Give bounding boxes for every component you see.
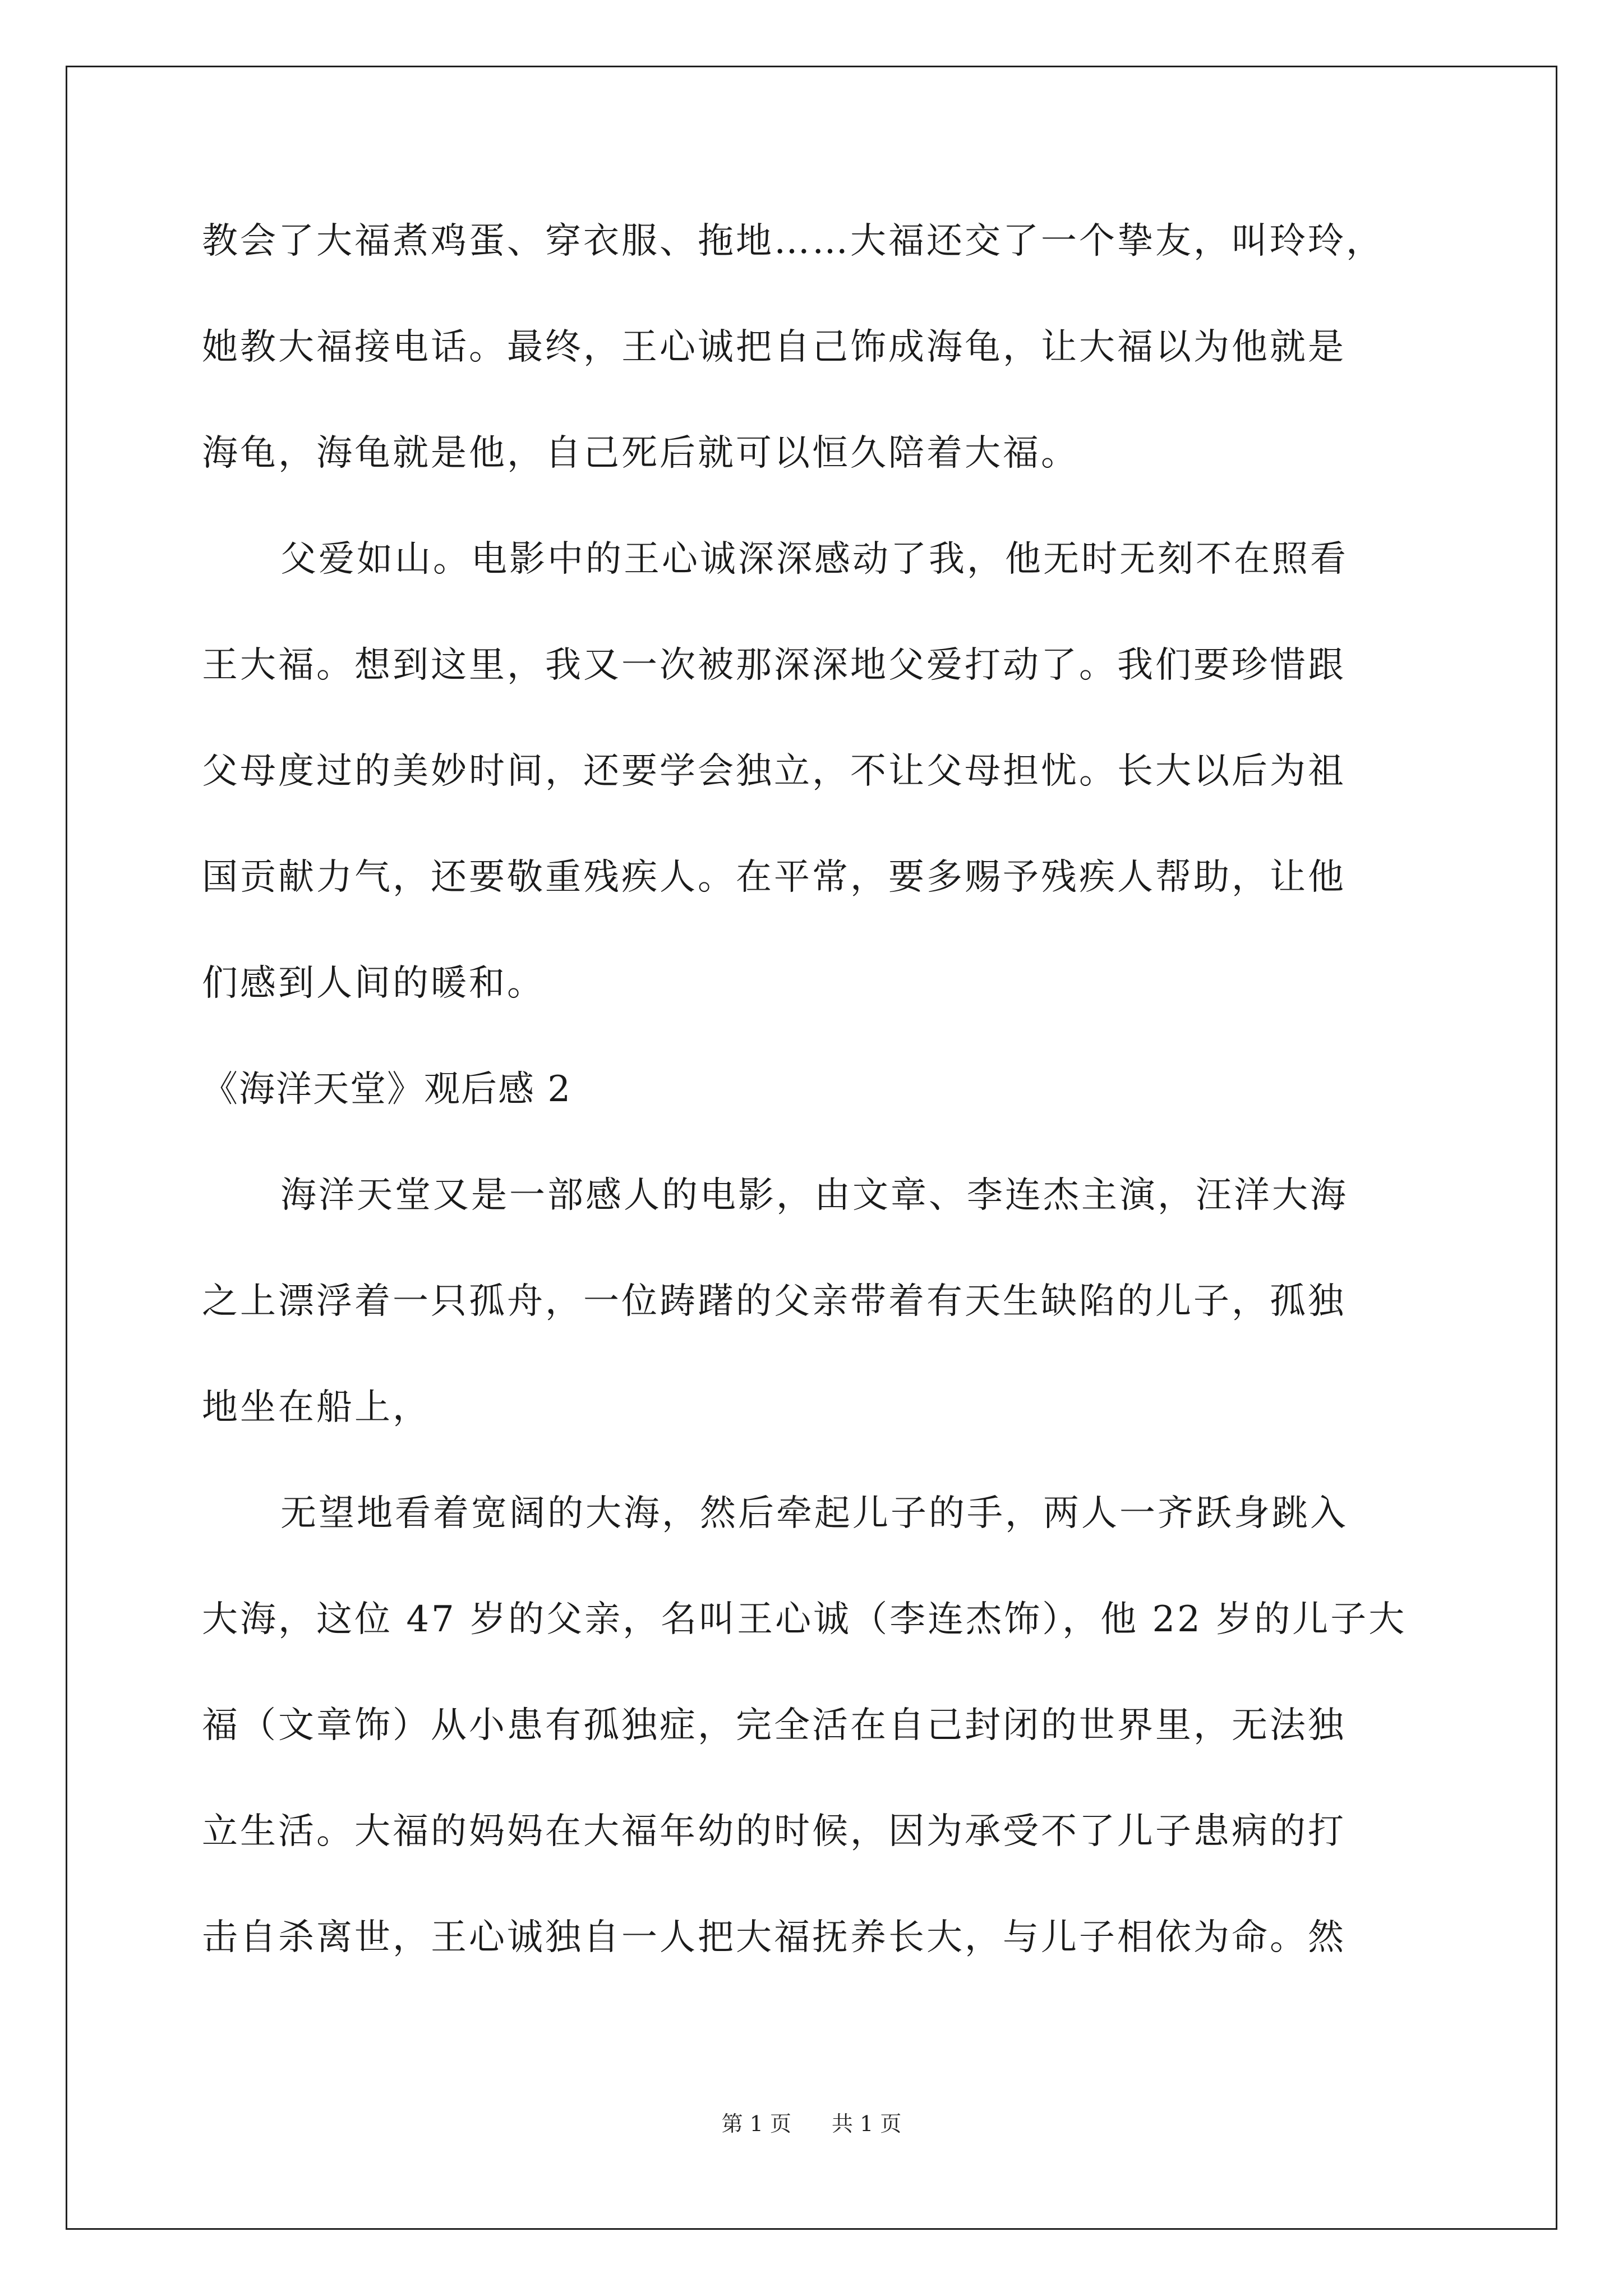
paragraph-line: 们感到人间的暖和。 — [202, 963, 545, 1004]
paragraph-line: 她教大福接电话。最终，王心诚把自己饰成海龟，让大福以为他就是 — [202, 326, 1346, 368]
paragraph-line: 父爱如山。电影中的王心诚深深感动了我，他无时无刻不在照看 — [280, 539, 1348, 580]
page-footer — [0, 2106, 1623, 2137]
paragraph-line: 之上漂浮着一只孤舟，一位踌躇的父亲带着有天生缺陷的儿子，孤独 — [202, 1281, 1346, 1322]
paragraph-line: 无望地看着宽阔的大海，然后牵起儿子的手，两人一齐跃身跳入 — [280, 1493, 1348, 1534]
paragraph-line: 击自杀离世，王心诚独自一人把大福抚养长大，与儿子相依为命。然 — [202, 1917, 1346, 1958]
paragraph-line: 海龟，海龟就是他，自己死后就可以恒久陪着大福。 — [202, 432, 1079, 474]
paragraph-line: 海洋天堂又是一部感人的电影，由文章、李连杰主演，汪洋大海 — [280, 1175, 1348, 1216]
paragraph-line: 地坐在船上， — [202, 1387, 431, 1428]
paragraph-line: 父母度过的美妙时间，还要学会独立，不让父母担忧。长大以后为祖 — [202, 751, 1346, 792]
paragraph-line: 教会了大福煮鸡蛋、穿衣服、拖地……大福还交了一个挚友，叫玲玲， — [202, 220, 1384, 262]
paragraph-line: 王大福。想到这里，我又一次被那深深地父爱打动了。我们要珍惜跟 — [202, 645, 1346, 686]
paragraph-line: 立生活。大福的妈妈在大福年幼的时候，因为承受不了儿子患病的打 — [202, 1811, 1346, 1852]
section-heading: 《海洋天堂》观后感 2 — [202, 1069, 572, 1110]
paragraph-line: 国贡献力气，还要敬重残疾人。在平常，要多赐予残疾人帮助，让他 — [202, 857, 1346, 898]
page-total: 共 1 页 — [832, 2111, 902, 2136]
paragraph-line: 大海，这位 47 岁的父亲，名叫王心诚（李连杰饰），他 22 岁的儿子大 — [202, 1599, 1407, 1640]
paragraph-line: 福（文章饰）从小患有孤独症，完全活在自己封闭的世界里，无法独 — [202, 1705, 1346, 1746]
page-number: 第 1 页 — [721, 2111, 791, 2136]
document-body — [202, 213, 1424, 2016]
